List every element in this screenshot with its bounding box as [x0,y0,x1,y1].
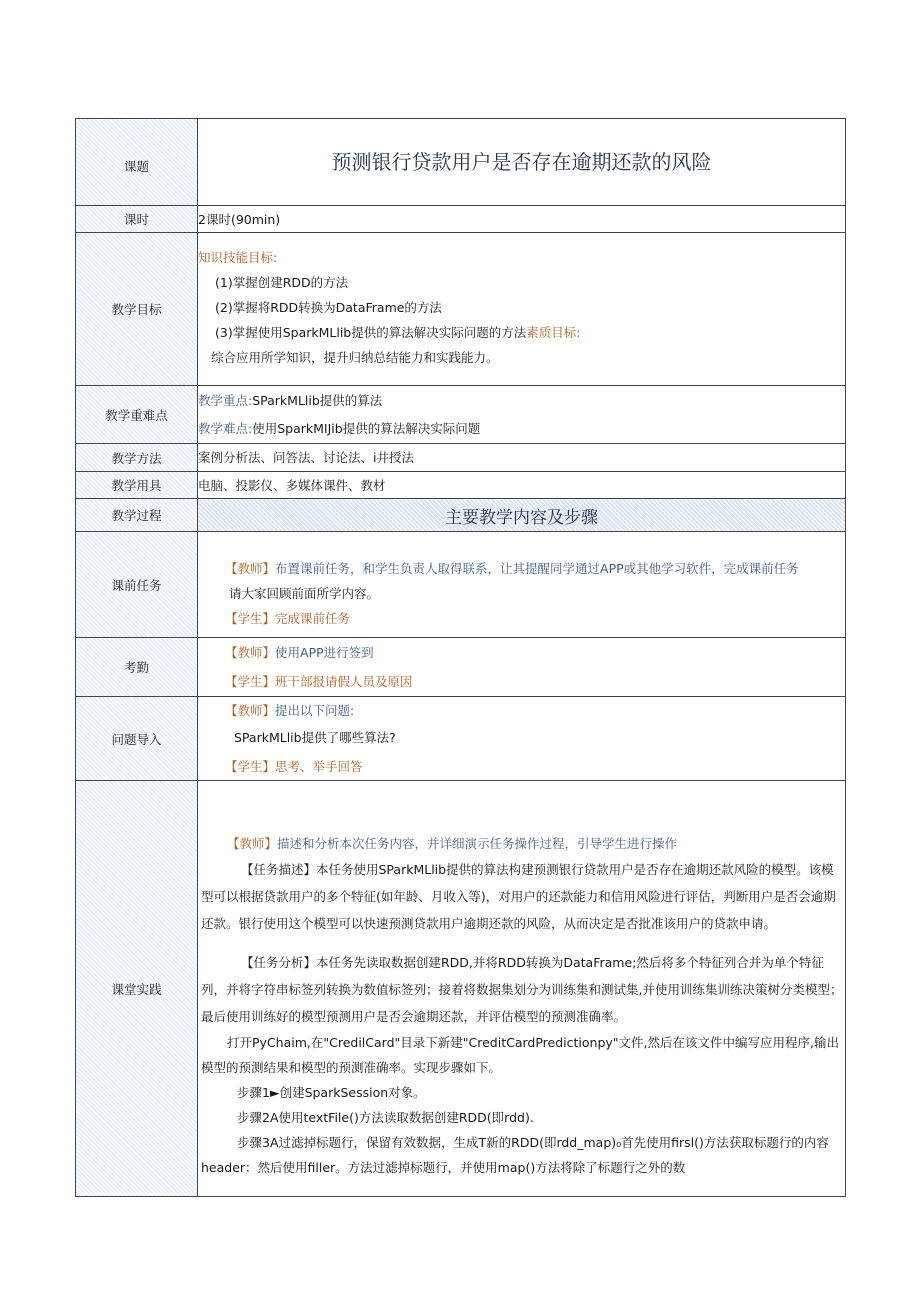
quality-text: 综合应用所学知识，提升归纳总结能力和实践能力。 [211,350,499,365]
row-attendance [76,638,846,697]
intro-content [198,697,846,781]
attendance-teacher-text: 使用APP进行签到 [275,645,374,660]
attendance-student-tag: 【学生】 [225,674,276,689]
row-hours [76,206,846,233]
goal-item-3-text: (3)掌握使用SparkMLlib提供的算法解决实际问题的方法 [215,325,527,340]
practice-step-3: 步骤3A过滤掉标题行，保留有效数据，生成T新的RDD(即rdd_map)₀首先使用firsl()方法获取标题行的内容header：然后使用filler。方法过滤掉标题行，并使用map()方法将除了标题行之外的数 [201,1135,829,1175]
intro-student-tag: 【学生】 [225,759,276,774]
methods-value: 案例分析法、问答法、讨论法、i井授法 [198,444,846,472]
label-tools: 教学用具 [76,472,198,499]
label-pretask: 课前任务 [76,532,198,638]
practice-step-2: 步骤2A使用textFile()方法读取数据创建RDD(即rdd). [237,1110,534,1125]
practice-teacher-text: 描述和分析本次任务内容，并详细演示任务操作过程，引导学生进行操作 [277,836,678,851]
row-pretask [76,532,846,638]
focus-text: SParkMLlib提供的算法 [252,392,383,408]
intro-question: SParkMLlib提供了哪些算法? [234,730,396,745]
label-practice: 课堂实践 [76,781,198,1197]
process-header-left: 教学过程 [76,499,198,532]
difficulty-line [198,415,845,443]
pretask-student-tag: 【学生】 [225,611,276,626]
row-keypoints [76,386,846,444]
lesson-plan-table [75,118,846,1197]
attendance-teacher [225,638,845,667]
label-hours: 课时 [76,206,198,233]
attendance-teacher-tag: 【教师】 [225,645,276,660]
focus-line [198,387,845,415]
intro-student-text: 思考、举手回答 [275,759,363,774]
intro-student [225,751,845,780]
pretask-teacher-text: 布置课前任务，和学生负责人取得联系，让其提醒同学通过APP或其他学习软件，完成课前任务 [275,561,799,576]
intro-teacher-text: 提出以下问题: [275,703,355,718]
row-goals [76,233,846,386]
pretask-student-text: 完成课前任务 [275,611,351,626]
label-goals: 教学目标 [76,233,198,386]
gap [201,937,845,949]
practice-teacher-tag: 【教师】 [227,836,278,851]
tools-value: 电脑、投影仪、多媒体课件、教材 [198,472,846,499]
attendance-student [225,667,845,696]
intro-teacher [225,697,845,724]
goal-item-2: (2)掌握将RDD转换为DataFrame的方法 [215,300,442,315]
attendance-content [198,638,846,697]
pretask-teacher-tag: 【教师】 [225,561,276,576]
goal-item-1: (1)掌握创建RDD的方法 [215,275,349,290]
focus-label: 教学重点: [198,392,253,408]
row-tools [76,472,846,499]
practice-step-1: 步骤1►创建SparkSession对象。 [237,1085,426,1100]
pretask-teacher-text2: 请大家回顾前面所学内容。 [229,586,380,601]
goal-item-3 [198,320,845,345]
difficulty-text: 使用SparkMIJib提供的算法解决实际问题 [252,420,481,436]
row-intro [76,697,846,781]
label-methods: 教学方法 [76,444,198,472]
practice-task-analysis: 【任务分析】本任务先读取数据创建RDD,并将RDD转换为DataFrame;然后将多个特征列合并为单个特征列，并将字符串标签列转换为数值标签列；接着将数据集划分为训练集和测试集,并使用训练集训练决策树分类模型；最后使用训练好的模型预测用户是否会逾期还款，并评估模型的预测准确率。 [201,955,843,1024]
hours-value: 2课时(90min) [198,206,846,233]
label-intro: 问题导入 [76,697,198,781]
goals-content [198,233,846,386]
goals-heading: 知识技能目标: [198,250,278,265]
attendance-student-text: 班干部报请假人员及原因 [275,674,413,689]
practice-teacher [201,831,845,856]
practice-task-description: 【任务描述】本任务使用SParkMLlib提供的算法构建预测银行贷款用户是否存在逾期还款风险的模型。该模型可以根据贷款用户的多个特征(如年龄、月收入等)，对用户的还款能力和信用风险进行评估，判断用户是否会逾期还款。银行使用这个模型可以快速预测贷款用户逾期还款的风险，从而决定是否批准该用户的贷款申请。 [201,862,836,931]
pretask-student [225,606,845,631]
pretask-content [198,532,846,638]
keypoints-content [198,386,846,444]
row-topic [76,119,846,206]
row-process-header [76,499,846,532]
intro-teacher-tag: 【教师】 [225,703,276,718]
quality-heading: 素质目标: [526,325,581,340]
practice-open-file: 打开PyChaim,在"CredilCard"目录下新建"CreditCardPredictionpy"文件,然后在该文件中编写应用程序,输出模型的预测结果和模型的预测准确率。实现步骤如下。 [201,1035,839,1075]
label-keypoints: 教学重难点 [76,386,198,444]
pretask-teacher [225,556,845,581]
practice-content [198,781,846,1197]
row-practice [76,781,846,1197]
label-attendance: 考勤 [76,638,198,697]
difficulty-label: 教学难点: [198,420,253,436]
process-header-right: 主要教学内容及步骤 [198,499,846,532]
label-topic: 课题 [76,119,198,206]
lesson-title: 预测银行贷款用户是否存在逾期还款的风险 [198,119,846,206]
row-methods [76,444,846,472]
